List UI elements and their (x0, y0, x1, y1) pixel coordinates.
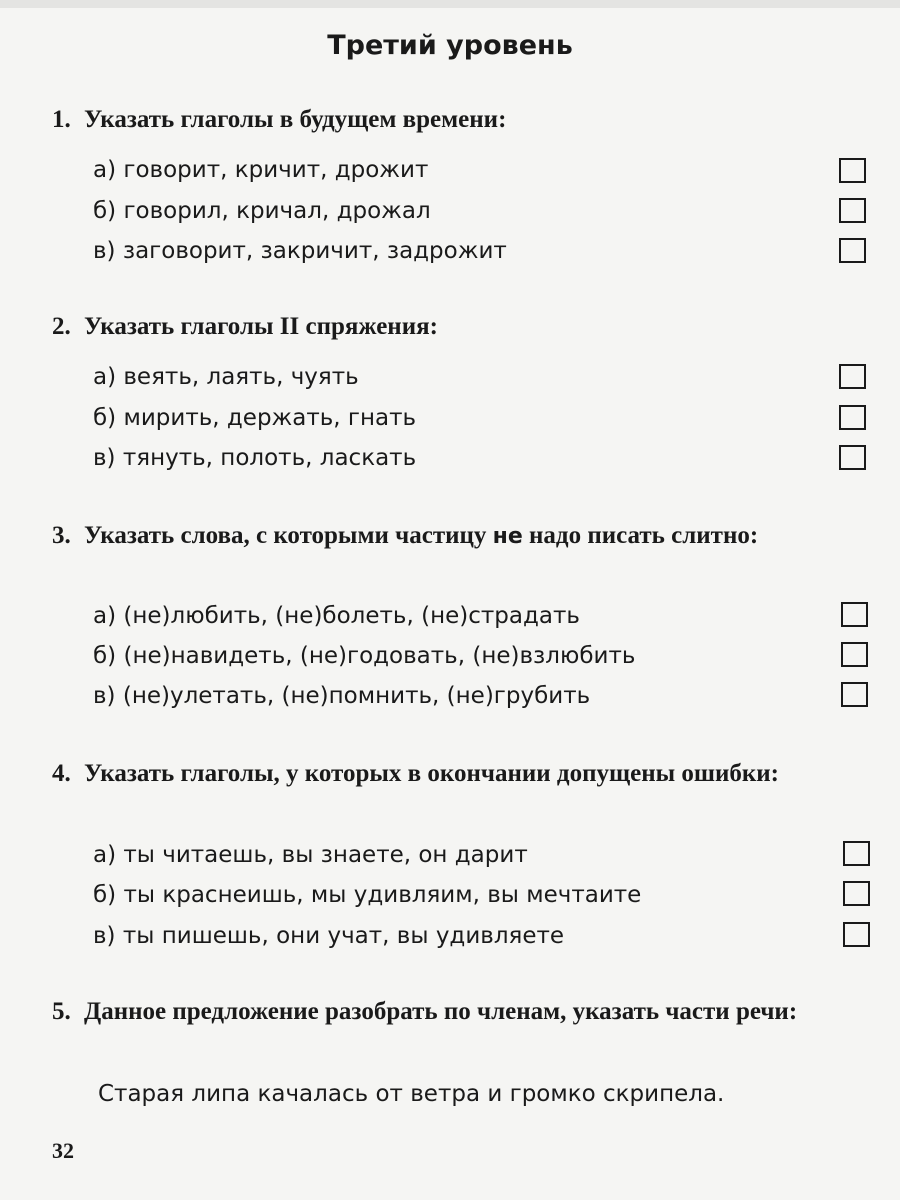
question-text: Указать глаголы II спряжения: (84, 313, 438, 340)
bleed-through-strip (0, 0, 900, 8)
question-number: 2. (52, 313, 71, 340)
checkbox-4b[interactable] (843, 881, 870, 906)
page-title: Третий уровень (327, 30, 573, 61)
question-keyword: не (492, 524, 523, 549)
checkbox-2a[interactable] (839, 364, 866, 389)
option-3b: б) (не)навидеть, (не)годовать, (не)взлюбить (93, 643, 636, 669)
checkbox-3b[interactable] (841, 642, 868, 667)
question-1 (52, 103, 877, 137)
option-1a: а) говорит, кричит, дрожит (93, 157, 429, 183)
page-number: 32 (52, 1138, 74, 1163)
option-1b: б) говорил, кричал, дрожал (93, 198, 431, 224)
option-2a: а) веять, лаять, чуять (93, 364, 359, 390)
option-2c: в) тянуть, полоть, ласкать (93, 445, 417, 471)
option-3a: а) (не)любить, (не)болеть, (не)страдать (93, 603, 580, 629)
question-5 (52, 995, 877, 1029)
checkbox-2c[interactable] (839, 445, 866, 470)
question-number: 1. (52, 106, 71, 133)
option-4b: б) ты краснеишь, мы удивляим, вы мечтаите (93, 882, 642, 908)
question-3 (52, 519, 877, 554)
question-text-before: Указать слова, с которыми частицу (84, 522, 493, 549)
question-number: 5. (52, 998, 71, 1025)
question-text: Указать глаголы, у которых в окончании допущены ошибки: (84, 760, 780, 787)
checkbox-3a[interactable] (841, 602, 868, 627)
question-text: Указать глаголы в будущем времени: (84, 106, 507, 133)
question-number: 3. (52, 522, 71, 549)
checkbox-1c[interactable] (839, 238, 866, 263)
checkbox-4c[interactable] (843, 922, 870, 947)
checkbox-1b[interactable] (839, 198, 866, 223)
question-2 (52, 310, 877, 344)
option-1c: в) заговорит, закричит, задрожит (93, 238, 507, 264)
checkbox-4a[interactable] (843, 841, 870, 866)
option-3c: в) (не)улетать, (не)помнить, (не)грубить (93, 683, 591, 709)
option-4a: а) ты читаешь, вы знаете, он дарит (93, 842, 528, 868)
question-number: 4. (52, 760, 71, 787)
checkbox-3c[interactable] (841, 682, 868, 707)
analysis-sentence: Старая липа качалась от ветра и громко скрипела. (98, 1081, 725, 1107)
question-4 (52, 757, 877, 791)
checkbox-2b[interactable] (839, 405, 866, 430)
option-4c: в) ты пишешь, они учат, вы удивляете (93, 923, 565, 949)
question-text-after: надо писать слитно: (522, 522, 759, 549)
option-2b: б) мирить, держать, гнать (93, 405, 417, 431)
checkbox-1a[interactable] (839, 158, 866, 183)
question-text: Данное предложение разобрать по членам, указать части речи: (84, 998, 798, 1025)
